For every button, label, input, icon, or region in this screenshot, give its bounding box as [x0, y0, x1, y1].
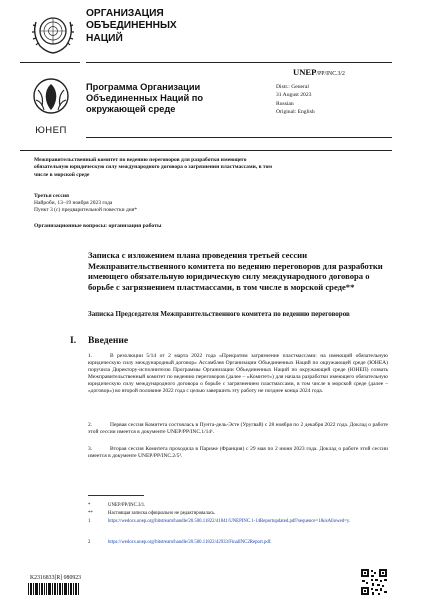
- footnote-mark: 2: [88, 540, 91, 545]
- unep-logo: [22, 76, 80, 134]
- footnote-link[interactable]: https://wedocs.unep.org/bitstream/handle/20.500.11822/41841/UNEPINC.1-14Reportupdated.pdf?sequence=1&isAllowed=y.: [108, 519, 351, 524]
- footnote: [88, 511, 378, 517]
- footnote-mark: 1: [88, 519, 91, 524]
- language: Russian: [276, 101, 294, 108]
- session-info: [34, 193, 274, 214]
- paragraph-text: Первая сессия Комитета состоялась в Пунта-дель-Эсте (Уругвай) с 28 ноября по 2 декабря 2022 года. Доклад о работе этой сессии имеется в документе UNEP/PP/INC.1/14¹.: [88, 422, 388, 436]
- footnote-divider: [88, 495, 144, 496]
- committee-name: Межправительственный комитет по ведению переговоров для разработки имеющего обязательную юридическую силу международного договора о загрязнении пластмассами, в том числе в морской среде: [34, 157, 272, 178]
- document-symbol: [293, 67, 413, 77]
- footnote-mark: *: [88, 503, 91, 508]
- paragraph-text: В резолюции 5/14 от 2 марта 2022 года «Прекратим загрязнение пластмассами: на имеющий обязательную юридическую силу международный договор» Ассамблея Организации Объединенных Наций по окружающей среде (ЮНЕА) поручила Директору-исполнителю Программы Организации Объединенных Наций по окружающей среде (ЮНЕП) созвать Межправительственный комитет по ведению переговоров (далее – «Комитет») для начала разработки имеющего обязательную юридическую силу международного договора о борьбе с загрязнением пластмассами, в том числе в морской среде (далее – «договор») во второй половине 2022 года с целью завершить эту работу не позднее конца 2024 года.: [88, 353, 388, 395]
- org-name: ОРГАНИЗАЦИЯ ОБЪЕДИНЕННЫХ НАЦИЙ: [86, 8, 177, 44]
- divider: [86, 62, 392, 63]
- divider: [20, 150, 392, 151]
- symbol-main: UNEP: [293, 67, 317, 77]
- paragraph: [88, 422, 388, 436]
- footnote: [88, 540, 378, 546]
- agenda-label: Организационные вопросы: организация работы: [34, 223, 162, 229]
- unep-emblem-icon: [22, 76, 80, 120]
- paragraph: [88, 446, 388, 460]
- place-dates: Найроби, 13–19 ноября 2023 года: [34, 200, 113, 207]
- footnote-mark: **: [88, 511, 93, 516]
- footnote-text: Настоящая записка официально не редактировалась.: [108, 511, 216, 516]
- paragraph-number: 3.: [88, 446, 93, 452]
- session: Третья сессия: [34, 193, 69, 199]
- paragraph: [88, 353, 388, 396]
- paragraph-text: Вторая сессия Комитета проходила в Париже (Франция) с 29 мая по 2 июня 2023 года. Доклад о работе этой сессии имеется в документе UNEP/PP/INC.2/5².: [88, 446, 388, 460]
- agenda-item: Пункт 3 (с) предварительной повестки дня*: [34, 207, 137, 214]
- footnote-link[interactable]: https://wedocs.unep.org/bitstream/handle/20.500.11822/42933/FinalINC2Report.pdf.: [108, 540, 272, 545]
- divider: [86, 137, 392, 138]
- document-job-number: K2316833[R] 080923: [30, 575, 82, 581]
- programme-name: Программа Организации Объединенных Наций по окружающей среде: [86, 82, 204, 115]
- date: 31 August 2023: [276, 91, 312, 98]
- document-title: Записка с изложением плана проведения третьей сессии Межправительственного комитета по ведению переговоров для разработки имеющего обязательную юридическую силу международного договора о борьбе с загрязнением пластмассами, в том числе в морской среде**: [88, 250, 383, 292]
- distr: Distr.: General: [276, 84, 309, 90]
- paragraph-number: 1.: [88, 353, 93, 359]
- divider: [20, 62, 80, 63]
- document-subtitle: Записка Председателя Межправительственного комитета по ведению переговоров: [88, 310, 350, 318]
- distribution-info: [276, 84, 315, 116]
- footnote: [88, 519, 378, 525]
- unep-logo-text: ЮНЕП: [35, 125, 67, 136]
- original-language: Original: English: [276, 108, 315, 115]
- symbol-sub: /PP/INC.3/2: [316, 71, 345, 77]
- footnote-text: UNEP/PP/INC.3/1.: [108, 503, 146, 508]
- footnote: [88, 503, 378, 509]
- barcode-icon: [28, 583, 80, 595]
- un-emblem-icon: [28, 8, 78, 58]
- qr-code-icon: [360, 568, 388, 596]
- section-title: Введение: [88, 335, 129, 346]
- paragraph-number: 2.: [88, 422, 93, 428]
- section-number: I.: [70, 335, 77, 346]
